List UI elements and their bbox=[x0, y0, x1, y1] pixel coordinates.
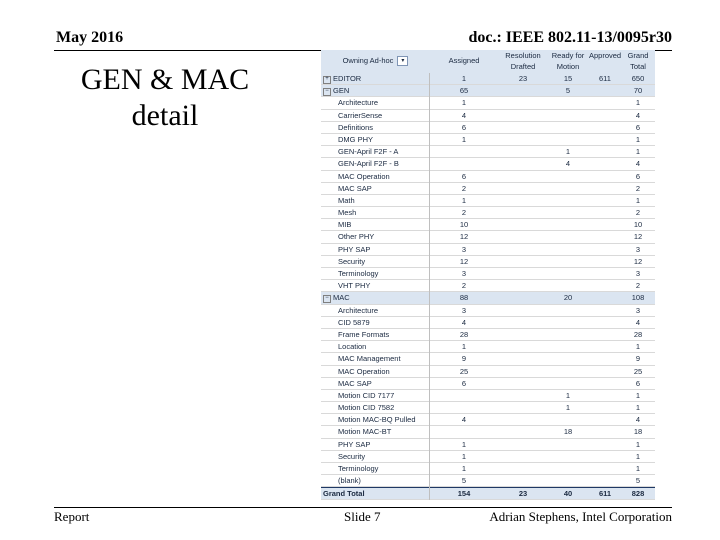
cell-total: 1 bbox=[635, 439, 641, 449]
row-label-text: MAC Management bbox=[338, 354, 401, 364]
row-label bbox=[338, 134, 443, 146]
cell-total: 1 bbox=[635, 403, 641, 413]
table-row bbox=[321, 244, 655, 256]
table-row bbox=[321, 353, 655, 365]
cell-total: 6 bbox=[635, 122, 641, 132]
pivot-grand-total-row bbox=[321, 487, 655, 499]
row-label-text: Math bbox=[338, 195, 355, 205]
cell-assigned: 1 bbox=[461, 74, 467, 83]
row-label-text: Architecture bbox=[338, 98, 379, 108]
row-label-text: PHY SAP bbox=[338, 244, 371, 254]
row-label bbox=[338, 390, 443, 402]
col-grand-total: Grand Total bbox=[627, 51, 649, 71]
cell-ready: 1 bbox=[565, 403, 571, 413]
slide-title-line1: GEN & MAC bbox=[80, 63, 250, 96]
table-row bbox=[321, 414, 655, 426]
cell-total: 1 bbox=[635, 195, 641, 205]
row-label bbox=[338, 231, 443, 243]
row-label bbox=[338, 414, 443, 426]
row-label-text: Security bbox=[338, 256, 366, 266]
row-label bbox=[323, 488, 428, 500]
cell-total: 3 bbox=[635, 269, 641, 278]
row-label bbox=[338, 256, 443, 268]
table-row bbox=[321, 183, 655, 195]
cell-assigned: 1 bbox=[461, 195, 467, 205]
row-label-text: Motion MAC-BQ Pulled bbox=[338, 415, 416, 425]
row-label-text: Definitions bbox=[338, 122, 374, 132]
cell-total: 828 bbox=[631, 489, 645, 499]
row-label bbox=[338, 122, 443, 134]
row-label bbox=[338, 110, 443, 122]
col-owning-adhoc-label: Owning Ad-hoc bbox=[342, 56, 394, 65]
table-row bbox=[321, 329, 655, 341]
col-resolution-drafted: Resolution Drafted bbox=[505, 51, 541, 71]
cell-assigned: 88 bbox=[459, 293, 469, 303]
pivot-header bbox=[321, 50, 655, 73]
cell-assigned: 1 bbox=[461, 342, 467, 352]
cell-total: 25 bbox=[633, 366, 643, 376]
cell-total: 6 bbox=[635, 378, 641, 388]
cell-ready: 1 bbox=[565, 147, 571, 157]
cell-total: 1 bbox=[635, 342, 641, 352]
row-label-text: (blank) bbox=[338, 476, 361, 486]
cell-assigned: 1 bbox=[461, 439, 467, 449]
table-row bbox=[321, 122, 655, 134]
table-row bbox=[321, 439, 655, 451]
table-row bbox=[321, 256, 655, 268]
cell-total: 4 bbox=[635, 159, 641, 169]
row-label-text: Mesh bbox=[338, 208, 357, 218]
cell-assigned: 65 bbox=[459, 86, 469, 96]
cell-assigned: 4 bbox=[461, 415, 467, 425]
row-label-text: MAC SAP bbox=[338, 378, 372, 388]
cell-total: 5 bbox=[635, 476, 641, 486]
row-label bbox=[338, 97, 443, 109]
cell-total: 1 bbox=[635, 464, 641, 473]
cell-ready: 18 bbox=[563, 427, 573, 437]
cell-assigned: 6 bbox=[461, 122, 467, 132]
pivot-rows bbox=[321, 73, 655, 500]
cell-assigned: 1 bbox=[461, 451, 467, 461]
table-row bbox=[321, 219, 655, 231]
row-label-text: Grand Total bbox=[323, 489, 365, 499]
footer-author: Adrian Stephens, Intel Corporation bbox=[489, 509, 672, 524]
cell-total: 1 bbox=[635, 134, 641, 144]
row-label bbox=[338, 280, 443, 292]
row-label-text: MAC Operation bbox=[338, 366, 390, 376]
cell-resolution: 23 bbox=[518, 489, 528, 499]
row-label-text: Motion MAC-BT bbox=[338, 427, 392, 437]
table-row bbox=[321, 268, 655, 280]
pivot-group-row[interactable] bbox=[321, 85, 655, 97]
table-row bbox=[321, 280, 655, 292]
cell-ready: 1 bbox=[565, 390, 571, 400]
cell-total: 4 bbox=[635, 317, 641, 327]
row-label bbox=[338, 402, 443, 414]
row-label-text: GEN-April F2F - A bbox=[338, 147, 399, 157]
row-label-text: VHT PHY bbox=[338, 281, 371, 291]
row-label bbox=[338, 463, 443, 475]
cell-assigned: 3 bbox=[461, 269, 467, 278]
cell-assigned: 4 bbox=[461, 110, 467, 120]
row-label-text: MAC SAP bbox=[338, 183, 372, 193]
row-label-text: GEN-April F2F - B bbox=[338, 159, 399, 169]
cell-total: 18 bbox=[633, 427, 643, 437]
col-owning-adhoc[interactable] bbox=[323, 55, 428, 66]
footer-report: Report bbox=[54, 509, 90, 524]
cell-total: 3 bbox=[635, 244, 641, 254]
cell-total: 12 bbox=[633, 256, 643, 266]
cell-approved: 611 bbox=[598, 489, 612, 499]
cell-total: 9 bbox=[635, 354, 641, 364]
row-label-text: DMG PHY bbox=[338, 134, 374, 144]
cell-ready: 20 bbox=[563, 293, 573, 303]
cell-total: 650 bbox=[631, 74, 645, 83]
slide-title bbox=[60, 62, 270, 134]
row-label bbox=[338, 341, 443, 353]
cell-ready: 40 bbox=[563, 489, 573, 499]
table-row bbox=[321, 378, 655, 390]
row-label bbox=[338, 439, 443, 451]
row-label bbox=[338, 329, 443, 341]
row-label-text: Motion CID 7177 bbox=[338, 390, 395, 400]
cell-assigned: 12 bbox=[459, 256, 469, 266]
slide-title-line2: detail bbox=[131, 99, 199, 132]
cell-ready: 15 bbox=[563, 74, 573, 83]
table-row bbox=[321, 402, 655, 414]
table-row bbox=[321, 341, 655, 353]
cell-assigned: 12 bbox=[459, 232, 469, 242]
table-row bbox=[321, 426, 655, 438]
cell-assigned: 5 bbox=[461, 476, 467, 486]
row-label bbox=[338, 219, 443, 231]
cell-assigned: 1 bbox=[461, 98, 467, 108]
row-label bbox=[338, 171, 443, 183]
row-label bbox=[338, 207, 443, 219]
cell-total: 70 bbox=[633, 86, 643, 96]
row-label-text: PHY SAP bbox=[338, 439, 371, 449]
row-label-text: Location bbox=[338, 342, 367, 352]
column-divider bbox=[429, 73, 430, 500]
table-row bbox=[321, 171, 655, 183]
row-label bbox=[323, 85, 428, 97]
row-label bbox=[338, 268, 443, 280]
footer-slide-number: Slide 7 bbox=[344, 509, 381, 524]
table-row bbox=[321, 366, 655, 378]
cell-approved: 611 bbox=[599, 74, 611, 83]
header-doc-id: doc.: IEEE 802.11-13/0095r30 bbox=[468, 29, 672, 46]
cell-total: 2 bbox=[635, 281, 641, 291]
row-label-text: Motion CID 7582 bbox=[338, 403, 395, 413]
row-label bbox=[338, 158, 443, 170]
cell-assigned: 28 bbox=[459, 329, 469, 339]
row-label bbox=[338, 378, 443, 390]
cell-total: 1 bbox=[635, 390, 641, 400]
row-label bbox=[338, 305, 443, 317]
cell-assigned: 25 bbox=[459, 366, 469, 376]
cell-total: 6 bbox=[635, 171, 641, 181]
cell-total: 28 bbox=[633, 329, 643, 339]
cell-total: 2 bbox=[635, 183, 641, 193]
collapse-icon[interactable]: − bbox=[323, 295, 331, 303]
cell-ready: 5 bbox=[565, 86, 571, 96]
row-label-text: MAC Operation bbox=[338, 171, 390, 181]
row-label-text: CarrierSense bbox=[338, 110, 383, 120]
cell-assigned: 3 bbox=[461, 305, 467, 315]
cell-assigned: 154 bbox=[457, 489, 471, 499]
table-row bbox=[321, 305, 655, 317]
cell-assigned: 3 bbox=[461, 244, 467, 254]
cell-assigned: 4 bbox=[461, 317, 467, 327]
cell-ready: 4 bbox=[565, 159, 571, 169]
table-row bbox=[321, 390, 655, 402]
cell-assigned: 1 bbox=[461, 134, 467, 144]
table-row bbox=[321, 158, 655, 170]
expand-icon[interactable]: + bbox=[323, 76, 331, 84]
row-label-text: Terminology bbox=[338, 464, 379, 473]
cell-total: 4 bbox=[635, 415, 641, 425]
row-label-text: GEN bbox=[333, 86, 350, 96]
table-row bbox=[321, 207, 655, 219]
row-label bbox=[323, 292, 428, 304]
col-approved: Approved bbox=[589, 51, 622, 60]
table-row bbox=[321, 451, 655, 463]
table-row bbox=[321, 110, 655, 122]
cell-total: 2 bbox=[635, 208, 641, 218]
filter-dropdown-icon[interactable]: ▾ bbox=[397, 56, 408, 66]
header-date: May 2016 bbox=[56, 29, 124, 46]
cell-total: 4 bbox=[635, 110, 641, 120]
table-row bbox=[321, 231, 655, 243]
cell-resolution: 23 bbox=[518, 74, 528, 83]
col-assigned: Assigned bbox=[448, 56, 480, 65]
row-label bbox=[338, 244, 443, 256]
row-label bbox=[323, 73, 428, 85]
row-label bbox=[338, 146, 443, 158]
cell-total: 12 bbox=[633, 232, 643, 242]
row-label bbox=[338, 426, 443, 438]
pivot-group-row[interactable] bbox=[321, 73, 655, 85]
col-ready-for-motion: Ready for Motion bbox=[551, 51, 585, 71]
table-row bbox=[321, 475, 655, 487]
cell-assigned: 2 bbox=[461, 208, 467, 218]
table-row bbox=[321, 195, 655, 207]
cell-total: 108 bbox=[631, 293, 645, 303]
cell-total: 1 bbox=[635, 98, 641, 108]
cell-assigned: 6 bbox=[461, 378, 467, 388]
cell-assigned: 1 bbox=[461, 464, 467, 473]
row-label-text: CID 5879 bbox=[338, 317, 370, 327]
row-label bbox=[338, 451, 443, 463]
collapse-icon[interactable]: − bbox=[323, 88, 331, 96]
cell-total: 1 bbox=[635, 451, 641, 461]
cell-assigned: 2 bbox=[461, 281, 467, 291]
cell-total: 10 bbox=[633, 220, 643, 230]
row-label bbox=[338, 183, 443, 195]
pivot-group-row[interactable] bbox=[321, 292, 655, 304]
row-label-text: Other PHY bbox=[338, 232, 375, 242]
row-label bbox=[338, 475, 443, 487]
cell-assigned: 10 bbox=[459, 220, 469, 230]
row-label-text: MAC bbox=[333, 293, 350, 303]
row-label-text: Security bbox=[338, 451, 366, 461]
row-label bbox=[338, 195, 443, 207]
table-row bbox=[321, 146, 655, 158]
row-label bbox=[338, 317, 443, 329]
row-label-text: Frame Formats bbox=[338, 329, 390, 339]
cell-total: 3 bbox=[635, 305, 641, 315]
cell-assigned: 6 bbox=[461, 171, 467, 181]
table-row bbox=[321, 317, 655, 329]
table-row bbox=[321, 134, 655, 146]
cell-assigned: 9 bbox=[461, 354, 467, 364]
table-row bbox=[321, 97, 655, 109]
pivot-table[interactable] bbox=[321, 50, 655, 500]
row-label bbox=[338, 353, 443, 365]
row-label-text: EDITOR bbox=[333, 74, 362, 83]
table-row bbox=[321, 463, 655, 475]
cell-assigned: 2 bbox=[461, 183, 467, 193]
footer-rule bbox=[54, 507, 672, 508]
row-label-text: MIB bbox=[338, 220, 352, 230]
row-label-text: Architecture bbox=[338, 305, 379, 315]
row-label bbox=[338, 366, 443, 378]
row-label-text: Terminology bbox=[338, 269, 379, 278]
cell-total: 1 bbox=[635, 147, 641, 157]
